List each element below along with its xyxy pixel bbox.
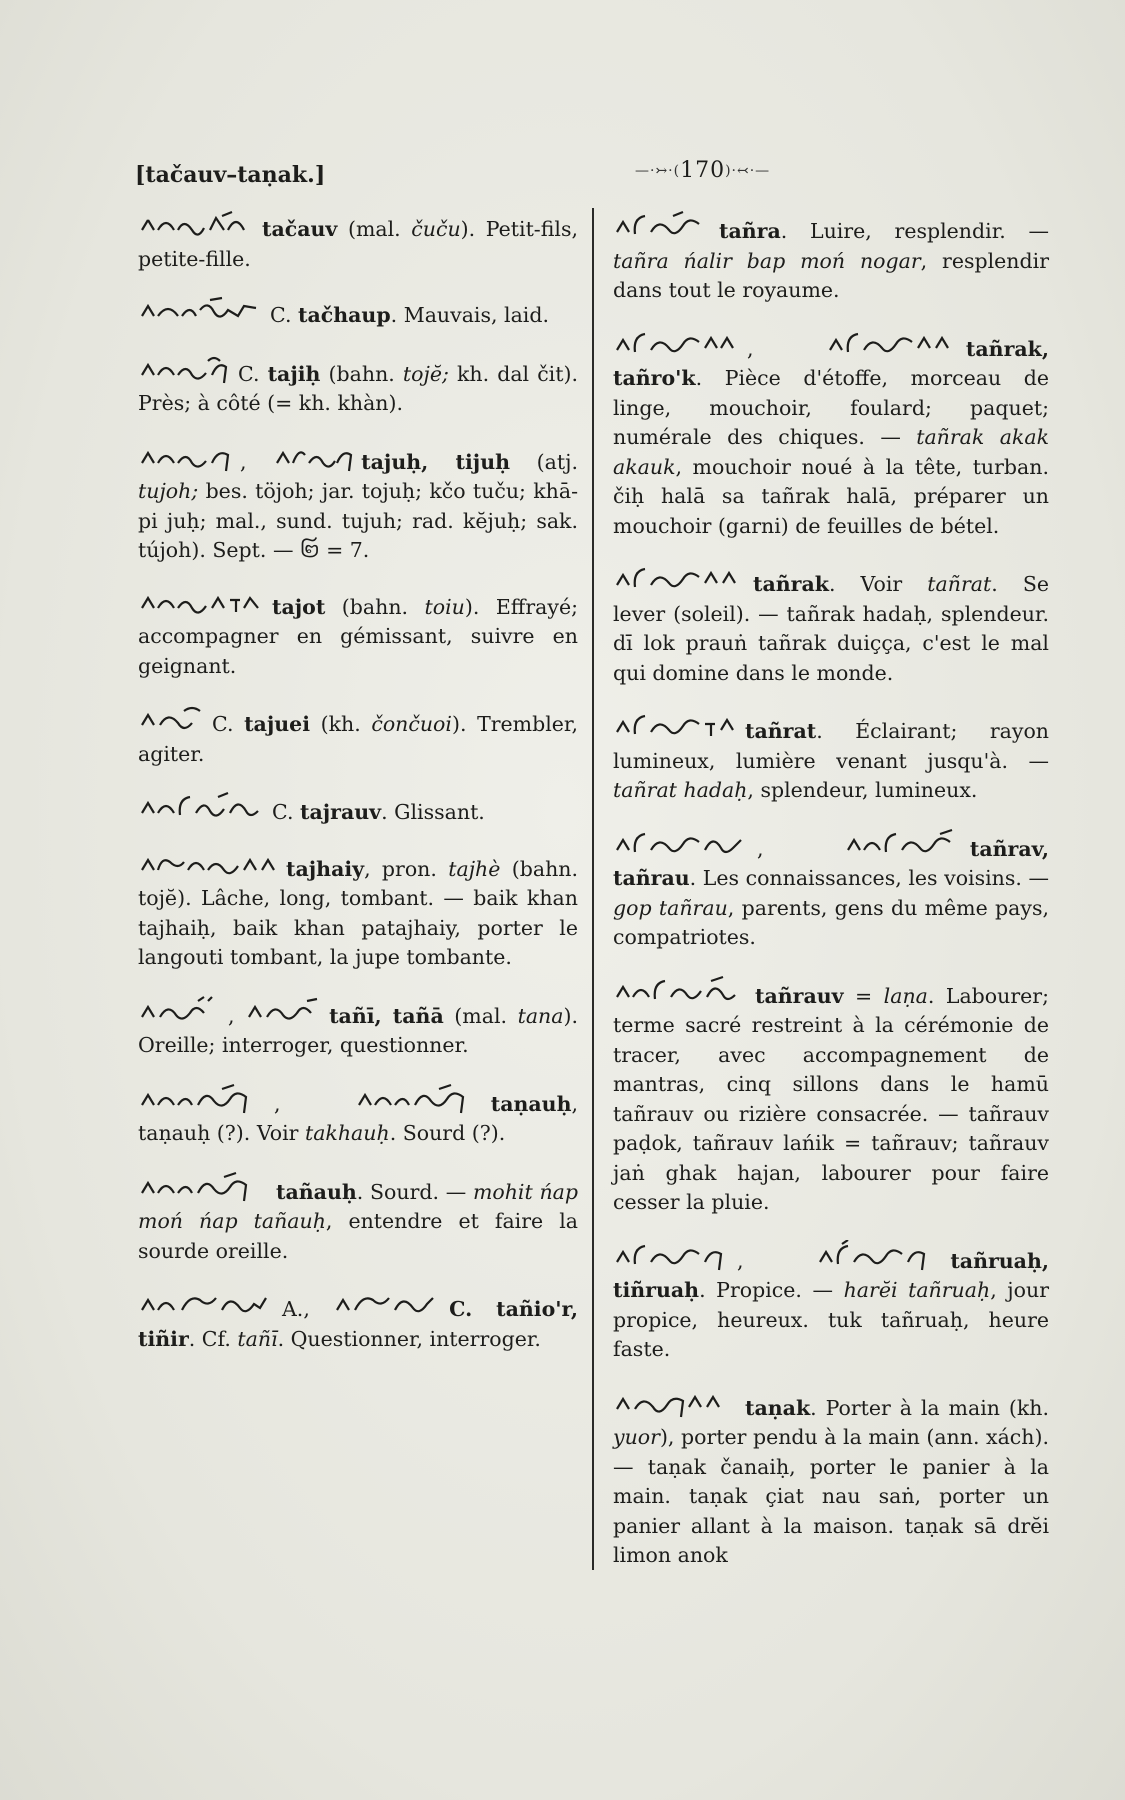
entry-italic: tañra ńalir bap moń nogar xyxy=(613,248,921,273)
entry-lead: A., xyxy=(282,1297,334,1321)
entry-body: . Sourd. — xyxy=(356,1179,473,1204)
entry-rest: . Labourer; terme sacré restreint à la cérémonie de tracer, avec accompagnement de mantras, cinq sillons dans le hamū tañrauv ou rizière consacrée. — tañrauv paḍok, tañrauv lańik = tañrauv; tañrauv jaṅ ghak hajan, labourer pour faire cesser la pluie. xyxy=(613,983,1049,1214)
entry-headword: tajiḥ xyxy=(267,361,321,386)
entry-body: (mal. xyxy=(337,217,412,241)
cham-script-glyph-icon xyxy=(138,1171,270,1205)
entry-body: = xyxy=(843,983,884,1008)
entry-lead: , xyxy=(757,836,844,861)
dictionary-entry xyxy=(138,296,578,331)
entry-rest: kh. dal čit). Près; à côté (= kh. khàn). xyxy=(138,361,578,415)
entry-lead: , xyxy=(747,336,826,361)
cham-script-glyph-icon xyxy=(355,1083,485,1117)
entry-headword: C. tañio'r, tiñir xyxy=(138,1297,578,1351)
cham-script-glyph-icon xyxy=(138,1288,276,1322)
entry-lead: C. xyxy=(270,303,298,327)
entry-headword: tañrak xyxy=(753,572,829,596)
left-column xyxy=(138,210,578,1376)
cham-script-glyph-icon xyxy=(138,588,266,620)
entry-italic: gop tañrau xyxy=(613,895,728,920)
entry-italic: tojĕ; xyxy=(402,361,457,386)
entry-italic: yuor xyxy=(613,1425,660,1449)
entry-headword: tajot xyxy=(272,594,326,619)
entry-rest: ). Effrayé; accompagner en gémissant, suivre en geignant. xyxy=(138,594,578,678)
cham-script-glyph-icon xyxy=(273,441,355,475)
dictionary-entry xyxy=(613,328,1049,542)
entry-body: . Mauvais, laid. xyxy=(390,303,550,327)
entry-body: . Les connaissances, les voisins. — xyxy=(689,866,1049,890)
entry-body: . Pièce d'étoffe, morceau de linge, mouchoir, foulard; paquet; numérale des chiques. — xyxy=(613,366,1049,449)
dictionary-entry xyxy=(613,563,1049,688)
entry-headword: tañrak, tañro'k xyxy=(613,336,1049,390)
ornament-left: —·↣·( xyxy=(635,163,681,179)
cham-script-glyph-icon xyxy=(245,995,323,1029)
entry-body: , taṇauḥ (?). Voir xyxy=(138,1091,578,1145)
dictionary-entry xyxy=(613,828,1049,953)
dictionary-entry xyxy=(138,1171,578,1267)
page-number-value: 170 xyxy=(680,158,726,183)
entry-italic: laṇa xyxy=(883,983,928,1008)
running-head: [tačauv–taṇak.] xyxy=(135,162,326,188)
entry-rest: . Sourd (?). xyxy=(389,1121,506,1145)
cham-script-glyph-icon xyxy=(844,828,964,862)
cham-script-glyph-icon xyxy=(138,1083,268,1117)
entry-body: . Éclairant; rayon lumineux, lumière venant jusqu'à. — xyxy=(613,719,1049,773)
cham-script-glyph-icon xyxy=(613,1387,739,1421)
page-number xyxy=(635,158,770,183)
entry-headword: tajuḥ, tijuḥ xyxy=(361,449,511,474)
entry-headword: taṇauḥ xyxy=(490,1091,572,1116)
entry-lead: C. xyxy=(238,361,268,386)
entry-headword: tajrauv xyxy=(300,800,382,824)
entry-body: (mal. xyxy=(443,1003,518,1028)
entry-italic: tañrat xyxy=(927,572,992,596)
entry-italic: čuču xyxy=(411,217,461,241)
entry-lead: , xyxy=(737,1248,817,1273)
entry-rest: ), porter pendu à la main (ann. xách). — taṇak čanaiḥ, porter le panier à la main. taṇak çiat nau saṅ, porter un panier allant à la maison. taṇak sā drĕi limon anok xyxy=(613,1425,1049,1567)
cham-script-glyph-icon xyxy=(613,710,739,744)
cham-script-glyph-icon xyxy=(613,1240,731,1274)
entry-rest: , mouchoir noué à la tête, turban. čiḥ halā sa tañrak halā, préparer un mouchoir (garni) de feuilles de bétel. xyxy=(613,454,1049,538)
entry-headword: tañrav, tañrau xyxy=(613,836,1049,890)
entry-rest: . Se lever (soleil). — tañrak hadaḥ, splendeur. dī lok prauṅ tañrak duiçça, c'est le mal qui domine dans le monde. xyxy=(613,572,1049,685)
entry-body: . Propice. — xyxy=(699,1278,844,1302)
dictionary-entry xyxy=(138,353,578,419)
right-column xyxy=(613,210,1049,1593)
dictionary-entry xyxy=(613,710,1049,806)
cham-script-glyph-icon xyxy=(138,995,222,1029)
entry-headword: tañrauv xyxy=(755,983,844,1008)
entry-headword: tañī, tañā xyxy=(329,1003,444,1028)
dictionary-entry xyxy=(138,703,578,769)
entry-rest: . Questionner, interroger. xyxy=(277,1326,541,1351)
dictionary-entry xyxy=(138,995,578,1061)
entry-italic: tañrak akak akauk xyxy=(613,425,1049,479)
entry-rest: (bahn. tojĕ). Lâche, long, tombant. — baik khan tajhaiḥ, baik khan patajhaiy, porter le langouti tombant, la jupe tombante. xyxy=(138,856,578,969)
cham-script-glyph-icon xyxy=(613,975,749,1009)
entry-body: (atj. xyxy=(510,449,578,474)
cham-script-glyph-icon xyxy=(613,828,751,862)
entry-rest: , entendre et faire la sourde oreille. xyxy=(138,1209,578,1263)
dictionary-entry xyxy=(138,1083,578,1149)
entry-headword: tañra xyxy=(719,219,781,243)
entry-italic: tana xyxy=(517,1003,564,1028)
entry-headword: tajuei xyxy=(244,712,310,736)
entry-rest: , splendeur, lumineux. xyxy=(747,778,978,802)
entry-body: (kh. xyxy=(309,712,372,736)
cham-script-glyph-icon xyxy=(138,353,232,387)
dictionary-entry xyxy=(138,588,578,682)
dictionary-entry xyxy=(138,210,578,274)
entry-italic: tujoh; xyxy=(138,479,206,503)
entry-rest: ). Oreille; interroger, questionner. xyxy=(138,1003,578,1057)
entry-italic: čončuoi xyxy=(371,712,452,736)
cham-script-glyph-icon xyxy=(138,791,266,825)
column-divider xyxy=(592,208,594,1570)
cham-script-glyph-icon xyxy=(826,328,960,362)
entry-italic: harĕi tañruaḥ xyxy=(843,1278,991,1302)
cham-script-glyph-icon xyxy=(613,563,747,597)
entry-lead: , xyxy=(240,449,274,474)
entry-headword: taṇak xyxy=(745,1395,811,1420)
cham-script-glyph-icon xyxy=(138,441,234,475)
dictionary-entry xyxy=(613,210,1049,306)
entry-body: . Voir xyxy=(828,572,928,596)
entry-lead: C. xyxy=(212,712,245,736)
ornament-right: )·↢·— xyxy=(725,163,771,179)
entry-rest: , resplendir dans tout le royaume. xyxy=(613,248,1049,302)
entry-body: (bahn. xyxy=(320,361,403,386)
entry-headword: tañruaḥ, tiñruaḥ xyxy=(613,1248,1049,1302)
cham-script-glyph-icon xyxy=(138,210,256,242)
dictionary-entry xyxy=(138,1288,578,1354)
dictionary-entry xyxy=(613,975,1049,1218)
cham-script-glyph-icon xyxy=(613,210,713,244)
entry-body: , pron. xyxy=(364,856,449,881)
entry-headword: tañauḥ xyxy=(276,1179,357,1204)
dictionary-entry xyxy=(138,850,578,973)
cham-script-glyph-icon xyxy=(816,1240,944,1274)
entry-rest: , parents, gens du même pays, compatriotes. xyxy=(613,895,1049,949)
entry-body: . Porter à la main (kh. xyxy=(810,1395,1049,1420)
entry-italic: toiu xyxy=(424,594,465,619)
dictionary-entry xyxy=(613,1240,1049,1365)
entry-italic: tañrat hadaḥ xyxy=(613,778,748,802)
entry-italic: tañī xyxy=(237,1326,278,1351)
entry-body: . Glissant. xyxy=(381,800,485,824)
cham-script-glyph-icon xyxy=(138,296,264,328)
entry-headword: tañrat xyxy=(745,719,817,743)
dictionary-entry xyxy=(613,1387,1049,1571)
cham-script-glyph-icon xyxy=(138,703,206,737)
entry-headword: tačhaup xyxy=(298,303,391,327)
entry-headword: tačauv xyxy=(262,217,338,241)
entry-italic: takhauḥ xyxy=(304,1121,390,1145)
entry-rest: bes. töjoh; jar. tojuḥ; kčo tuču; khā-pi juḥ; mal., sund. tujuh; rad. kĕjuḥ; sak. tújoh). Sept. — ꩒ = 7. xyxy=(138,479,579,562)
dictionary-entry xyxy=(138,791,578,828)
entry-lead: , xyxy=(228,1003,246,1028)
entry-italic: tajhè xyxy=(448,856,512,881)
entry-italic: mohit ńap moń ńap tañauḥ xyxy=(138,1179,578,1233)
cham-script-glyph-icon xyxy=(138,850,280,882)
entry-body: . Luire, resplendir. — xyxy=(780,219,1049,243)
dictionary-entry xyxy=(138,441,578,566)
entry-rest: ). Trembler, agiter. xyxy=(138,712,578,766)
entry-body: . Cf. xyxy=(188,1326,238,1351)
cham-script-glyph-icon xyxy=(333,1288,443,1322)
entry-headword: tajhaiy xyxy=(286,856,365,881)
entry-rest: ). Petit-fils, petite-fille. xyxy=(138,217,579,271)
cham-script-glyph-icon xyxy=(613,328,741,362)
entry-lead: , xyxy=(274,1091,355,1116)
entry-body: (bahn. xyxy=(325,594,425,619)
entry-lead: C. xyxy=(272,800,300,824)
page-header xyxy=(135,158,1015,194)
entry-rest: , jour propice, heureux. tuk tañruaḥ, heure faste. xyxy=(613,1278,1049,1361)
